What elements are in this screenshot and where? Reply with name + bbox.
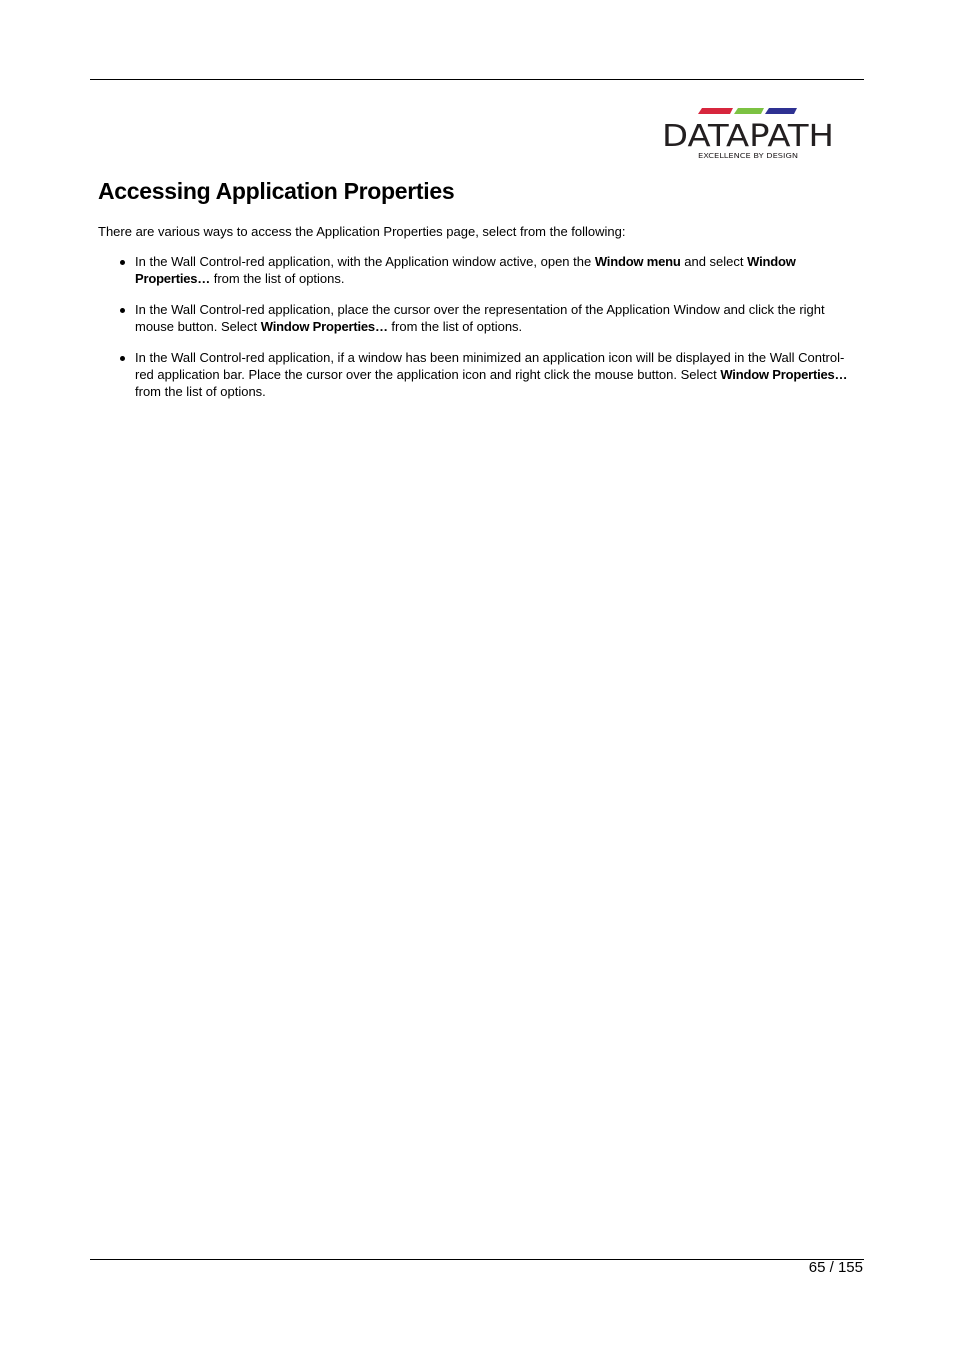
footer-rule	[90, 1259, 864, 1260]
text-run: from the list of options.	[387, 319, 523, 334]
menu-item-name: Window Properties…	[260, 319, 388, 334]
datapath-logo	[660, 106, 836, 162]
datapath-logo-graphic	[660, 106, 836, 162]
text-run: In the Wall Control-red application, with the Application window active, open the	[135, 254, 595, 269]
page-title: Accessing Application Properties	[98, 178, 455, 204]
text-run: and select	[680, 254, 748, 269]
logo-bar-blue	[765, 108, 797, 114]
text-run: from the list of options.	[210, 271, 345, 286]
options-list	[98, 253, 854, 414]
text-run: In the Wall Control-red application, place the cursor over the representation of the Application Window and click the right mouse button. Select	[135, 302, 825, 334]
intro-paragraph: There are various ways to access the Application Properties page, select from the following:	[98, 224, 626, 239]
logo-bar-green	[734, 108, 764, 114]
menu-item-name: Window Properties…	[135, 254, 796, 286]
text-run: from the list of options.	[135, 384, 266, 399]
menu-item-name: Window Properties…	[720, 367, 848, 382]
logo-bar-red	[698, 108, 733, 114]
logo-wordmark: DATAPATH	[662, 119, 834, 154]
list-item	[98, 349, 854, 400]
list-item	[98, 301, 854, 335]
menu-name: Window menu	[594, 254, 681, 269]
text-run: In the Wall Control-red application, if a window has been minimized an application icon will be displayed in the Wall Control-red application bar. Place the cursor over the application icon and right click the mouse button. Select	[135, 350, 845, 382]
logo-tagline: EXCELLENCE BY DESIGN	[698, 152, 798, 160]
list-item	[98, 253, 854, 287]
page-number: 65 / 155	[808, 1259, 863, 1276]
header-rule	[90, 79, 864, 80]
